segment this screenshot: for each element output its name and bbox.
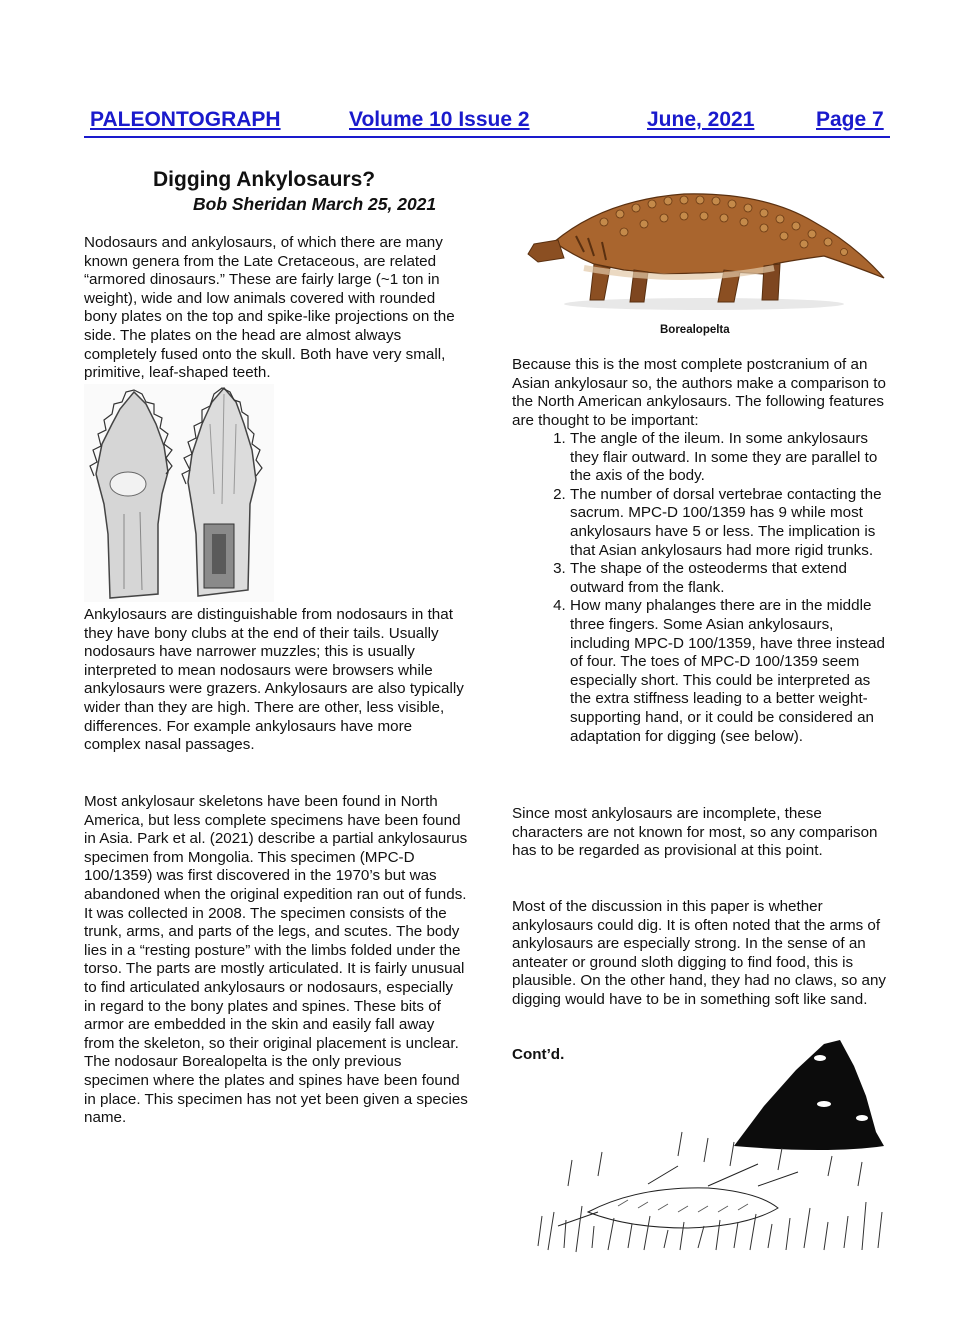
volume-issue: Volume 10 Issue 2 <box>349 108 530 131</box>
features-list <box>512 430 894 746</box>
digging-sketch <box>528 1036 890 1254</box>
list-item: 1. The angle of the ileum. In some ankylosaurs they flair outward. In some they are parallel to the axis of the body. <box>570 430 894 486</box>
paragraph-comparison: Because this is the most complete postcranium of an Asian ankylosaur so, the authors make a comparison to the North American ankylosaurs. The following features are thought to be important: <box>512 356 886 429</box>
newsletter-header <box>84 108 890 138</box>
list-item: 4. How many phalanges there are in the middle three fingers. Some Asian ankylosaurs, including MPC-D 100/1359, have three instead of four. The toes of MPC-D 100/1359 seem especially short. This could be interpreted as the extra stiffness leading to a better weight-supporting hand, or it could be considered an adaptation for digging (see below). <box>570 597 894 746</box>
article-title: Digging Ankylosaurs? <box>153 168 376 191</box>
paragraph-mongolia: Most ankylosaur skeletons have been found in North America, but less complete specimens have been found in Asia. Park et al. (2021) describe a partial ankylosaurus specimen from Mongolia. This specimen (MPC-D 100/1359) was first discovered in the 1970’s but was abandoned when the original expedition ran out of funds. It was collected in 2008. The specimen consists of the trunk, arms, and parts of the legs, and scutes. The body lies in a “resting posture” with the limbs folded under the torso. The parts are mostly articulated. It is fairly unusual to find articulated ankylosaurs or nodosaurs, especially in regard to the bony plates and spines. These bits of armor are embedded in the skin and easily fall away from the skeleton, so their original placement is unclear. The nodosaur Borealopelta is the only previous specimen where the plates and spines have been found in place. This specimen has not yet been given a species name. <box>84 793 468 1127</box>
image-caption: Borealopelta <box>660 324 730 336</box>
paragraph-distinguish: Ankylosaurs are distinguishable from nodosaurs in that they have bony clubs at the end of their tails. Usually nodosaurs have narrower muzzles; this is usually interpreted to mean nodosaurs were browsers while ankylosaurs were grazers. Ankylosaurs are also typically wider than they are high. There are other, less visible, differences. For example ankylosaurs have more complex nasal passages. <box>84 606 464 754</box>
paragraph-digging: Most of the discussion in this paper is whether ankylosaurs could dig. It is often noted that the arms of ankylosaurs are especially strong. In the sense of an anteater or ground sloth digging to find food, this is plausible. On the other hand, they had no claws, so any digging would have to be in something soft like sand. <box>512 898 887 1008</box>
list-item: 3. The shape of the osteoderms that extend outward from the flank. <box>570 560 894 597</box>
paragraph-provisional: Since most ankylosaurs are incomplete, these characters are not known for most, so any comparison has to be regarded as provisional at this point. <box>512 805 878 860</box>
teeth-illustration <box>84 384 274 602</box>
continued-label: Cont’d. <box>512 1046 565 1063</box>
ankylosaur-illustration <box>524 182 886 312</box>
issue-date: June, 2021 <box>647 108 755 131</box>
page-number: Page 7 <box>816 108 884 131</box>
list-item: 2. The number of dorsal vertebrae contacting the sacrum. MPC-D 100/1359 has 9 while most ankylosaurs have 5 or less. The implication is that Asian ankylosaurs had more rigid trunks. <box>570 486 894 560</box>
article-byline: Bob Sheridan March 25, 2021 <box>193 194 437 214</box>
paragraph-intro: Nodosaurs and ankylosaurs, of which there are many known genera from the Late Cretaceous, are related “armored dinosaurs.” These are fairly large (~1 ton in weight), wide and low animals covered with rounded bony plates on the top and spike-like projections on the side. The plates on the head are almost always completely fused onto the skull. Both have very small, primitive, leaf-shaped teeth. <box>84 234 455 382</box>
publication-name: PALEONTOGRAPH <box>90 108 281 131</box>
